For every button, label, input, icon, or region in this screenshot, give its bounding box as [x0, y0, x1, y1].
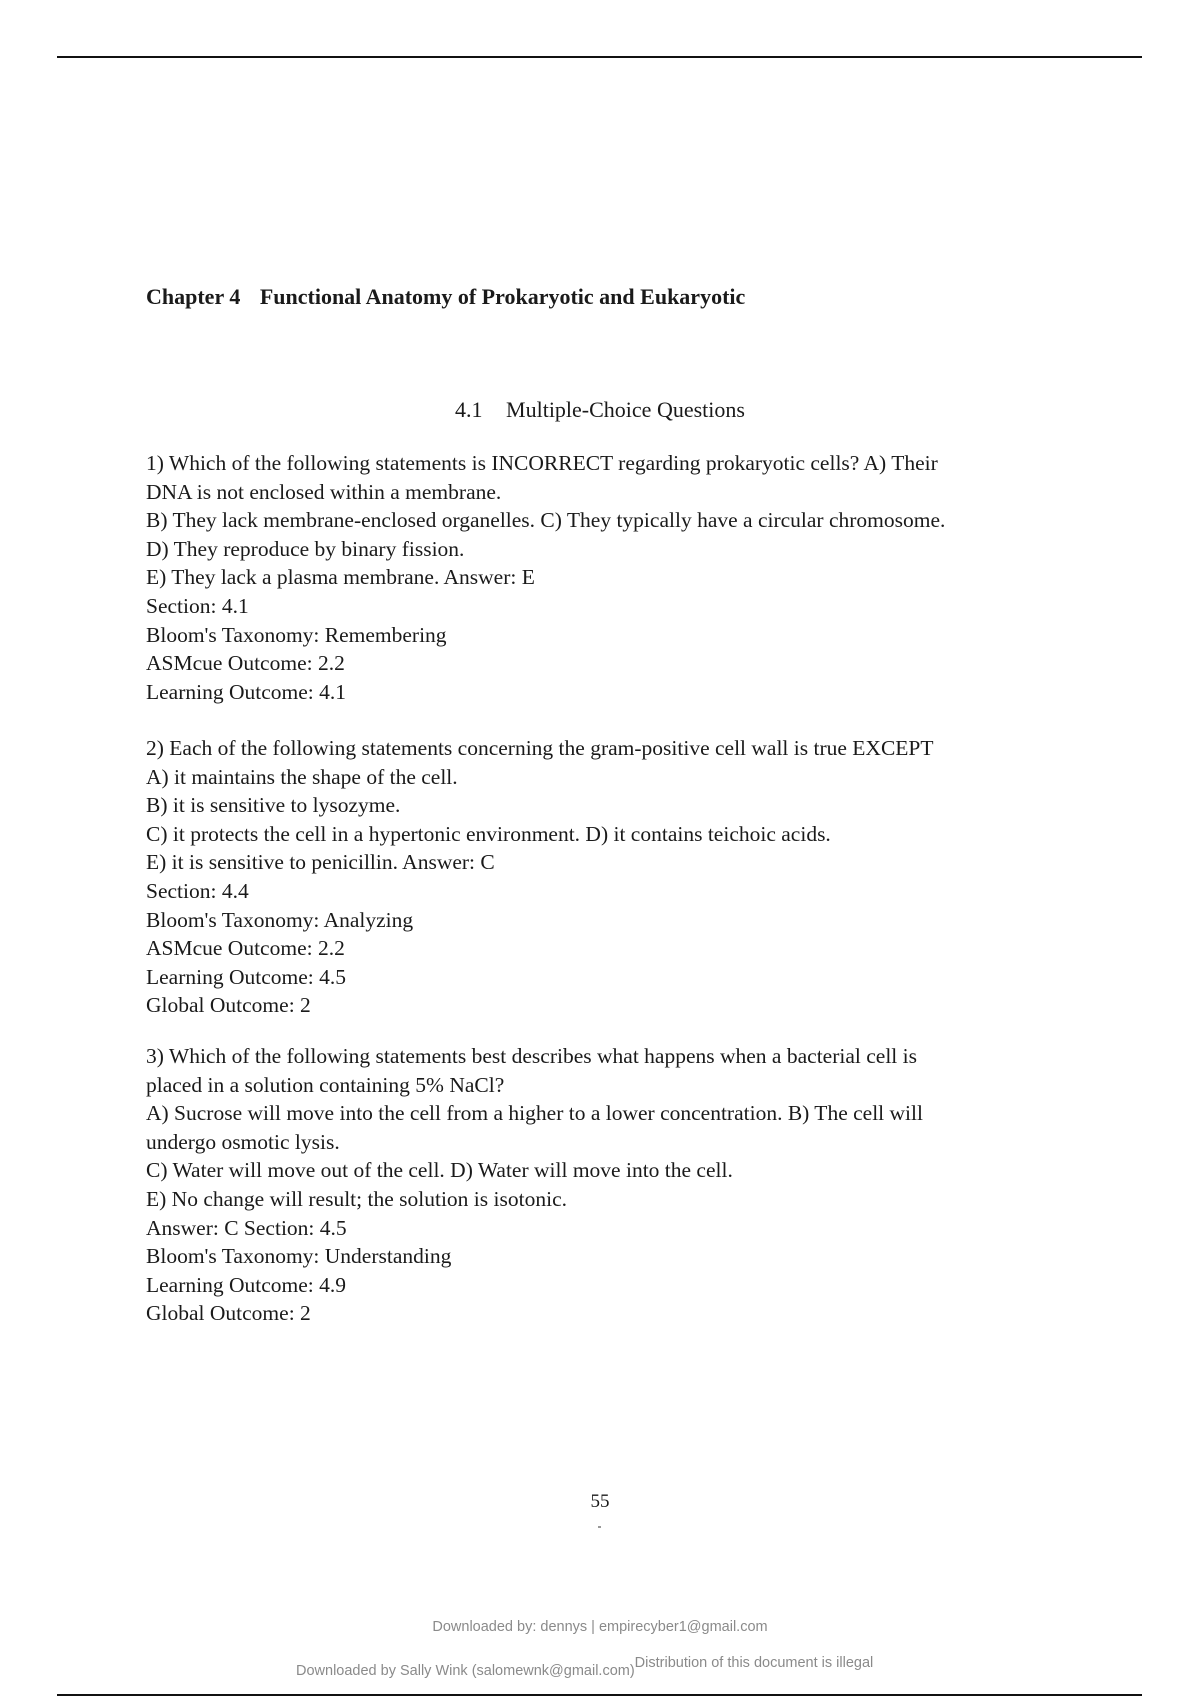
question-line: Section: 4.4 — [146, 878, 249, 903]
question-line: E) No change will result; the solution is isotonic. — [146, 1186, 567, 1211]
question-line: Bloom's Taxonomy: Remembering — [146, 622, 447, 647]
page-number-mark — [598, 1526, 601, 1528]
question-line: DNA is not enclosed within a membrane. — [146, 479, 502, 504]
question-line: Global Outcome: 2 — [146, 1301, 311, 1326]
question-line: A) Sucrose will move into the cell from a higher to a lower concentration. B) The cell will — [146, 1101, 923, 1126]
question-line: C) it protects the cell in a hypertonic environment. D) it contains teichoic acids. — [146, 821, 831, 846]
question-1 — [146, 449, 1066, 706]
question-line: Learning Outcome: 4.1 — [146, 679, 347, 704]
download-notice-2 — [296, 1655, 874, 1679]
section-heading — [0, 397, 1200, 423]
section-number: 4.1 — [455, 397, 483, 422]
question-line: Answer: C Section: 4.5 — [146, 1215, 347, 1240]
section-title: Multiple-Choice Questions — [506, 397, 745, 422]
question-line: ASMcue Outcome: 2.2 — [146, 936, 345, 961]
question-2 — [146, 734, 1066, 1020]
bottom-rule — [57, 1694, 1142, 1696]
question-3 — [146, 1042, 1066, 1328]
question-line: Bloom's Taxonomy: Analyzing — [146, 907, 414, 932]
chapter-title-text: Functional Anatomy of Prokaryotic and Eukaryotic — [259, 284, 746, 309]
question-line: E) it is sensitive to penicillin. Answer: C — [146, 850, 495, 875]
download-notice-1: Downloaded by: dennys | empirecyber1@gmail.com — [432, 1619, 768, 1635]
question-line: Learning Outcome: 4.5 — [146, 964, 347, 989]
question-line: Global Outcome: 2 — [146, 993, 311, 1018]
question-line: D) They reproduce by binary fission. — [146, 536, 465, 561]
question-line: 2) Each of the following statements concerning the gram-positive cell wall is true EXCEPT — [146, 736, 934, 760]
question-line: E) They lack a plasma membrane. Answer: E — [146, 565, 535, 590]
chapter-title — [146, 284, 745, 310]
question-line: undergo osmotic lysis. — [146, 1129, 340, 1154]
chapter-number: Chapter 4 — [146, 284, 241, 309]
page-number: 55 — [590, 1491, 610, 1512]
question-line: Bloom's Taxonomy: Understanding — [146, 1244, 452, 1269]
question-line: 1) Which of the following statements is INCORRECT regarding prokaryotic cells? A) Their — [146, 451, 938, 475]
question-line: ASMcue Outcome: 2.2 — [146, 651, 345, 676]
question-line: Learning Outcome: 4.9 — [146, 1272, 347, 1297]
question-line: 3) Which of the following statements best describes what happens when a bacterial cell is — [146, 1044, 917, 1068]
question-line: A) it maintains the shape of the cell. — [146, 764, 458, 789]
question-line: B) They lack membrane-enclosed organelles. C) They typically have a circular chromosome. — [146, 508, 946, 533]
distribution-notice: Distribution of this document is illegal — [634, 1655, 874, 1671]
question-line: Section: 4.1 — [146, 593, 249, 618]
question-line: placed in a solution containing 5% NaCl? — [146, 1072, 505, 1097]
download-notice-2-text: Downloaded by Sally Wink (salomewnk@gmail.com) — [296, 1663, 635, 1679]
top-rule — [57, 56, 1142, 58]
question-line: B) it is sensitive to lysozyme. — [146, 793, 401, 818]
question-line: C) Water will move out of the cell. D) Water will move into the cell. — [146, 1158, 733, 1183]
